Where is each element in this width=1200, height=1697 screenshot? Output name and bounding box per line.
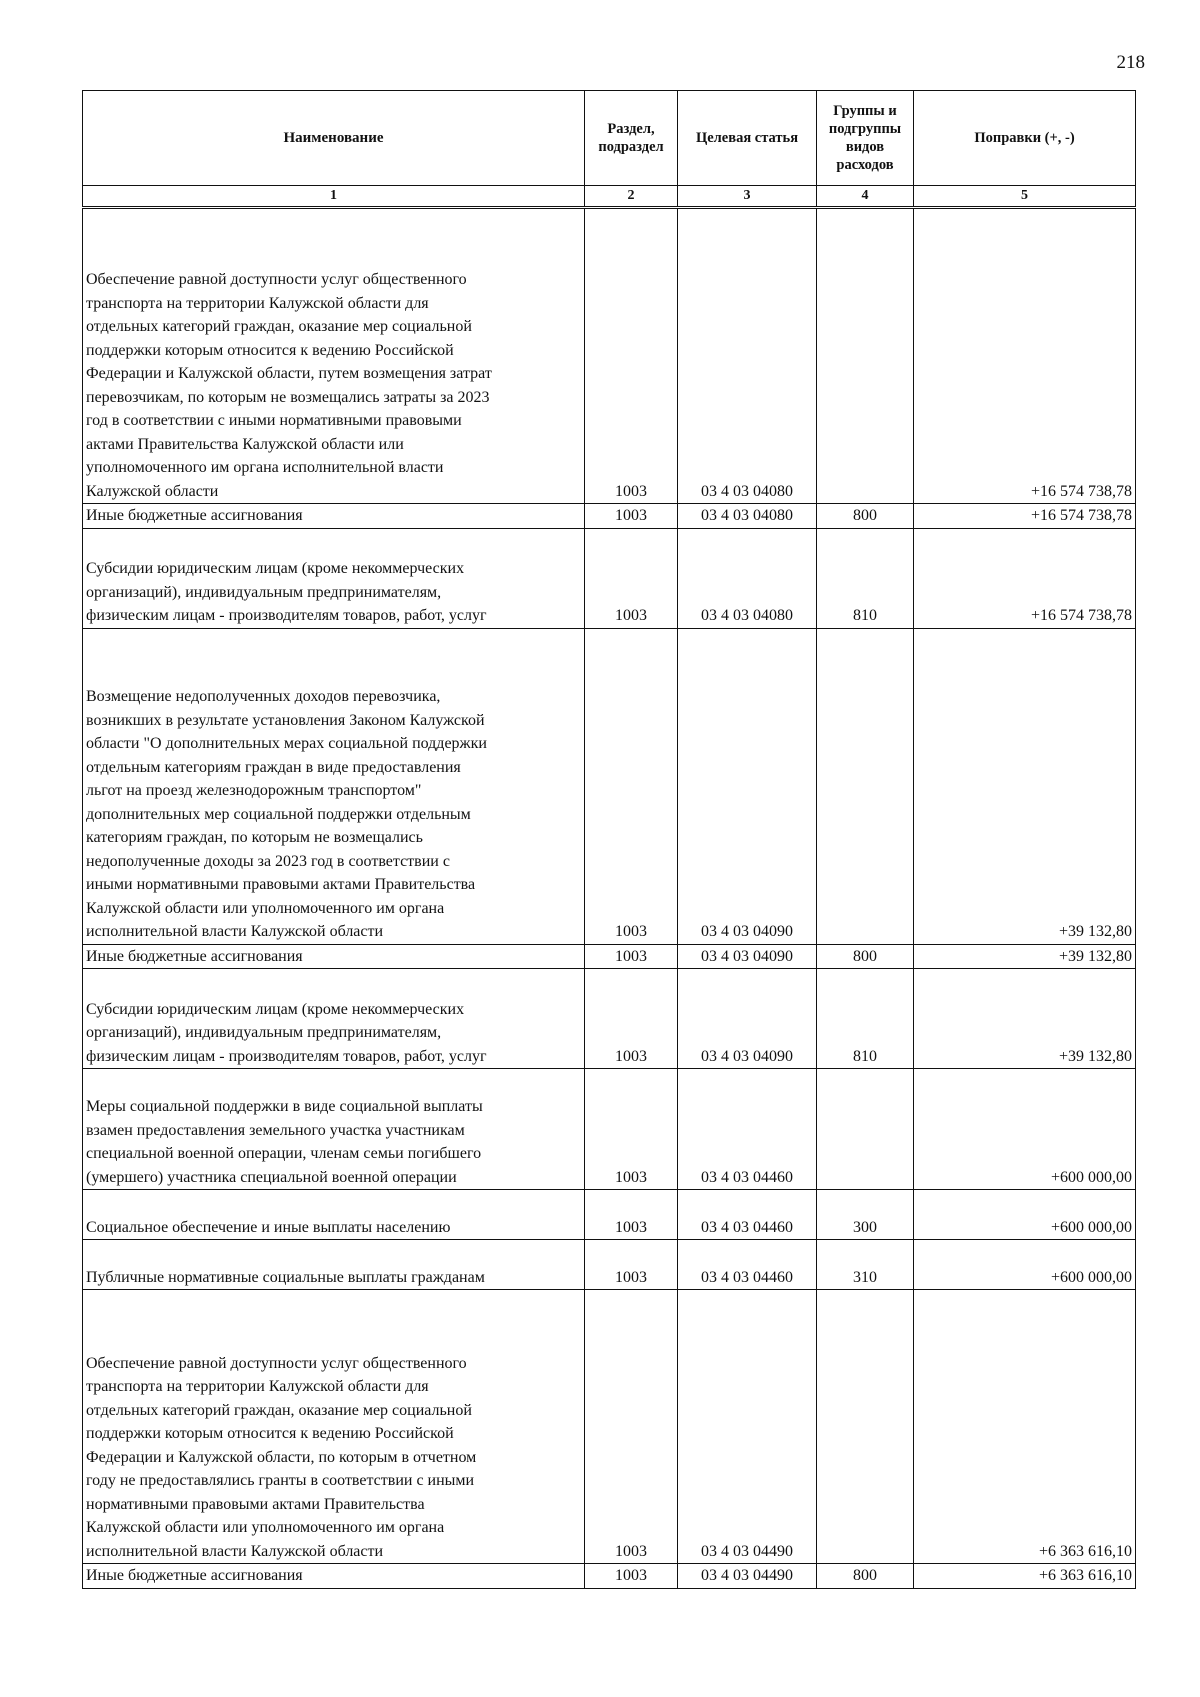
column-number-row xyxy=(83,186,1136,208)
row-group xyxy=(817,628,914,944)
row-target: 03 4 03 04490 xyxy=(678,1564,817,1589)
row-section: 1003 xyxy=(585,528,678,628)
row-name: Обеспечение равной доступности услуг общественного транспорта на территории Калужской области для отдельных категорий граждан, оказание мер социальной поддержки которым относится к ведению Российской Федерации и Калужской области, путем возмещения затрат перевозчикам, по которым не возмещались затраты за 2023 год в соответствии с иными нормативными правовыми актами Правительства Калужской области или уполномоченного им органа исполнительной власти Калужской области xyxy=(83,208,585,504)
table-row xyxy=(83,1564,1136,1589)
row-target: 03 4 03 04490 xyxy=(678,1290,817,1564)
row-target: 03 4 03 04460 xyxy=(678,1240,817,1290)
header-group: Группы и подгруппы видов расходов xyxy=(817,91,914,186)
row-amount: +39 132,80 xyxy=(914,969,1136,1069)
table-row xyxy=(83,1069,1136,1190)
row-group: 810 xyxy=(817,969,914,1069)
column-number: 3 xyxy=(678,186,817,208)
row-amount: +6 363 616,10 xyxy=(914,1290,1136,1564)
row-name: Иные бюджетные ассигнования xyxy=(83,504,585,529)
row-amount: +39 132,80 xyxy=(914,944,1136,969)
table-row xyxy=(83,1190,1136,1240)
row-section: 1003 xyxy=(585,1564,678,1589)
column-number: 5 xyxy=(914,186,1136,208)
row-amount: +16 574 738,78 xyxy=(914,504,1136,529)
row-section: 1003 xyxy=(585,1069,678,1190)
row-section: 1003 xyxy=(585,504,678,529)
row-target: 03 4 03 04080 xyxy=(678,528,817,628)
row-group: 810 xyxy=(817,528,914,628)
header-section: Раздел, подраздел xyxy=(585,91,678,186)
header-amount: Поправки (+, -) xyxy=(914,91,1136,186)
table-row xyxy=(83,628,1136,944)
row-group: 800 xyxy=(817,944,914,969)
row-target: 03 4 03 04080 xyxy=(678,208,817,504)
row-name: Меры социальной поддержки в виде социальной выплаты взамен предоставления земельного участка участникам специальной военной операции, членам семьи погибшего (умершего) участника специальной военной операции xyxy=(83,1069,585,1190)
table-row xyxy=(83,208,1136,504)
table-row xyxy=(83,944,1136,969)
row-group xyxy=(817,1069,914,1190)
row-target: 03 4 03 04080 xyxy=(678,504,817,529)
row-name: Социальное обеспечение и иные выплаты населению xyxy=(83,1190,585,1240)
row-target: 03 4 03 04090 xyxy=(678,969,817,1069)
row-target: 03 4 03 04090 xyxy=(678,628,817,944)
row-group xyxy=(817,1290,914,1564)
row-amount: +39 132,80 xyxy=(914,628,1136,944)
row-name: Иные бюджетные ассигнования xyxy=(83,1564,585,1589)
page-number: 218 xyxy=(1116,52,1145,73)
row-target: 03 4 03 04090 xyxy=(678,944,817,969)
row-name: Обеспечение равной доступности услуг общественного транспорта на территории Калужской области для отдельных категорий граждан, оказание мер социальной поддержки которым относится к ведению Российской Федерации и Калужской области, по которым в отчетном году не предоставлялись гранты в соответствии с иными нормативными правовыми актами Правительства Калужской области или уполномоченного им органа исполнительной власти Калужской области xyxy=(83,1290,585,1564)
table-row xyxy=(83,504,1136,529)
row-amount: +600 000,00 xyxy=(914,1190,1136,1240)
row-amount: +6 363 616,10 xyxy=(914,1564,1136,1589)
column-number: 2 xyxy=(585,186,678,208)
header-name: Наименование xyxy=(83,91,585,186)
row-section: 1003 xyxy=(585,208,678,504)
row-section: 1003 xyxy=(585,1240,678,1290)
table-row xyxy=(83,528,1136,628)
row-group: 800 xyxy=(817,504,914,529)
row-section: 1003 xyxy=(585,944,678,969)
row-name: Возмещение недополученных доходов перевозчика, возникших в результате установления Законом Калужской области "О дополнительных мерах социальной поддержки отдельным категориям граждан в виде предоставления льгот на проезд железнодорожным транспортом" дополнительных мер социальной поддержки отдельным категориям граждан, по которым не возмещались недополученные доходы за 2023 год в соответствии с иными нормативными правовыми актами Правительства Калужской области или уполномоченного им органа исполнительной власти Калужской области xyxy=(83,628,585,944)
row-amount: +16 574 738,78 xyxy=(914,208,1136,504)
row-section: 1003 xyxy=(585,969,678,1069)
column-number: 1 xyxy=(83,186,585,208)
row-section: 1003 xyxy=(585,1190,678,1240)
column-number: 4 xyxy=(817,186,914,208)
row-name: Субсидии юридическим лицам (кроме некоммерческих организаций), индивидуальным предпринимателям, физическим лицам - производителям товаров, работ, услуг xyxy=(83,969,585,1069)
table-row xyxy=(83,1290,1136,1564)
table-row xyxy=(83,1240,1136,1290)
row-group: 310 xyxy=(817,1240,914,1290)
row-name: Иные бюджетные ассигнования xyxy=(83,944,585,969)
row-group: 300 xyxy=(817,1190,914,1240)
row-section: 1003 xyxy=(585,1290,678,1564)
row-group xyxy=(817,208,914,504)
row-name: Субсидии юридическим лицам (кроме некоммерческих организаций), индивидуальным предпринимателям, физическим лицам - производителям товаров, работ, услуг xyxy=(83,528,585,628)
row-amount: +16 574 738,78 xyxy=(914,528,1136,628)
row-amount: +600 000,00 xyxy=(914,1069,1136,1190)
header-row xyxy=(83,91,1136,186)
row-target: 03 4 03 04460 xyxy=(678,1190,817,1240)
table-row xyxy=(83,969,1136,1069)
row-amount: +600 000,00 xyxy=(914,1240,1136,1290)
budget-table xyxy=(82,90,1136,1589)
row-target: 03 4 03 04460 xyxy=(678,1069,817,1190)
row-group: 800 xyxy=(817,1564,914,1589)
row-name: Публичные нормативные социальные выплаты гражданам xyxy=(83,1240,585,1290)
row-section: 1003 xyxy=(585,628,678,944)
header-target: Целевая статья xyxy=(678,91,817,186)
